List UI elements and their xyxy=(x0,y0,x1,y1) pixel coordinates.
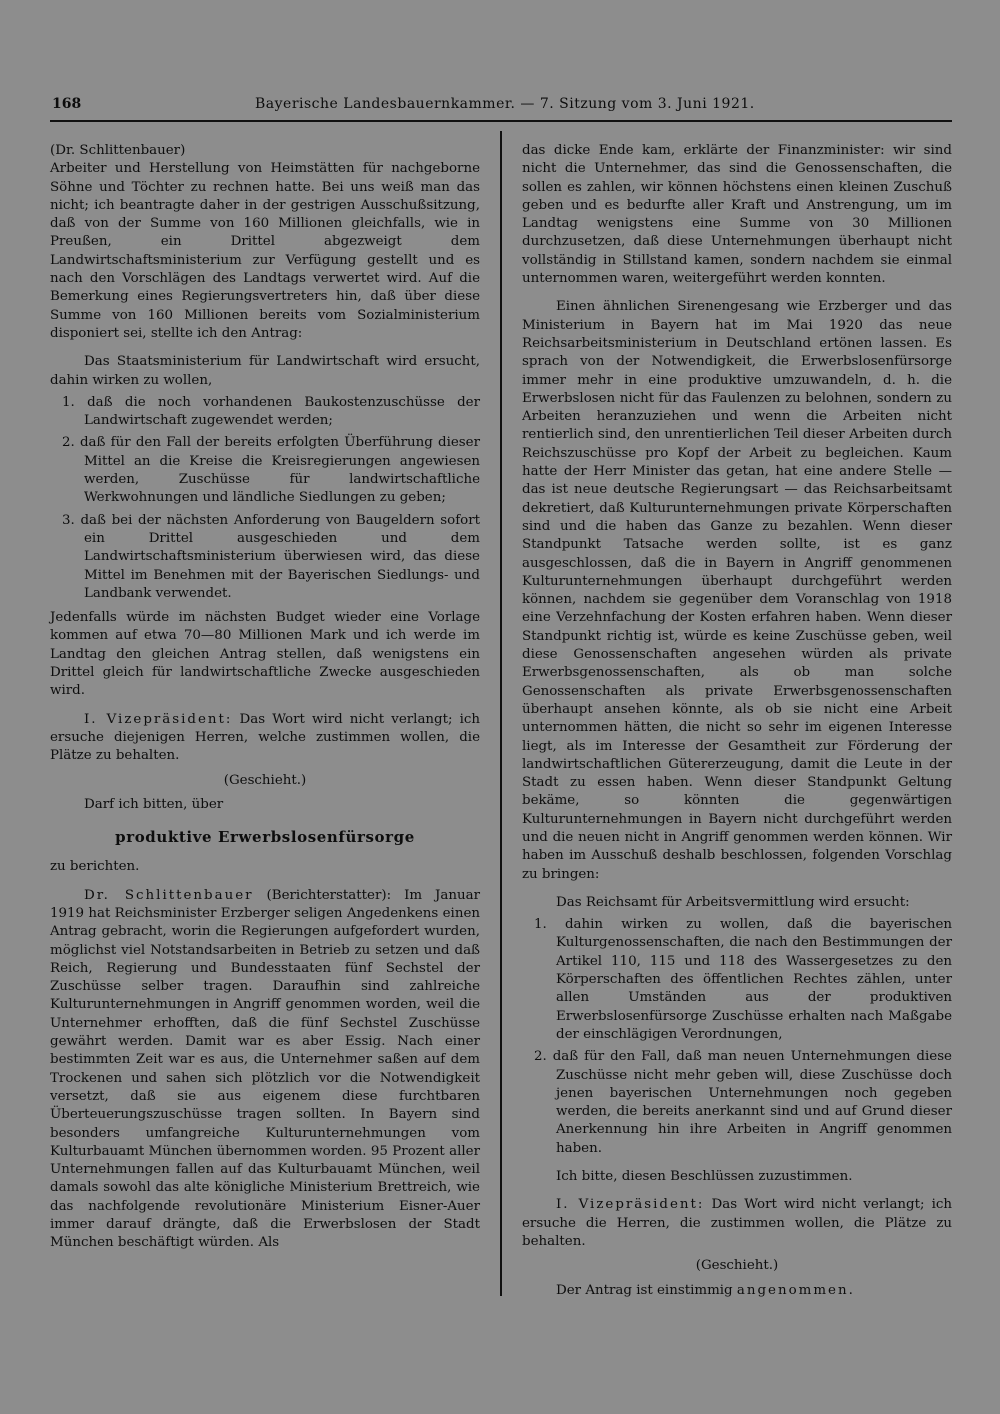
right-column xyxy=(522,142,952,1300)
list-item: 1. daß die noch vorhandenen Baukostenzuschüsse der Landwirtschaft zugewendet werden; xyxy=(62,394,480,429)
paragraph: Darf ich bitten, über xyxy=(84,796,224,812)
running-head: Bayerische Landesbauernkammer. — 7. Sitzung vom 3. Juni 1921. xyxy=(255,96,755,112)
statement-text: Das Wort wird nicht verlangt; ich ersuche diejenigen Herren, welche zustimmen wollen, die Plätze zu behalten. xyxy=(50,711,481,764)
left-column xyxy=(50,142,480,1253)
statement-text: Im Januar 1919 hat Reichsminister Erzberger seligen Angedenkens einen Antrag gebracht, worin die Regierungen aufgefordert wurden, möglichst viel Notstandsarbeiten in Betrieb zu setzen und daß Reich, Regierung und Bundesstaaten fünf Sechstel der Zuschüsse selber tragen. Daraufhin sind zahlreiche Kulturunternehmungen in Angriff genommen worden, weil die Unternehmer erhofften, daß die fünf Sechstel Zuschüsse gewährt werden. Damit war es aber Essig. Nach einer bestimmten Zeit war es aus, die Unternehmer saßen auf dem Trockenen und sahen sich plötzlich vor die Notwendigkeit versetzt, daß sie aus eigenem diese furchtbaren Überteuerungszuschüsse tragen sollten. In Bayern sind besonders umfangreiche Kulturunternehmungen vom Kulturbauamt München übernommen worden. 95 Prozent aller Unternehmungen fallen auf das Kulturbauamt München, weil damals sowohl das alte königliche Ministerium Brettreich, wie das nachfolgende revolutionäre Ministerium Eisner-Auer immer darauf drängte, daß die Erwerbslosen der Stadt München beschäftigt würden. Als xyxy=(50,887,481,1251)
speaker-name: I. Vizepräsident: xyxy=(556,1197,705,1213)
statement-text: Das Wort wird nicht verlangt; ich ersuche die Herren, die zustimmen wollen, die Plätze zu behalten. xyxy=(522,1197,953,1249)
header-rule xyxy=(50,120,952,122)
speaker-statement xyxy=(522,1196,952,1251)
speaker-reference: (Dr. Schlittenbauer) xyxy=(50,143,186,158)
paragraph: zu berichten. xyxy=(50,859,140,875)
topic-heading: produktive Erwerbslosenfürsorge xyxy=(115,828,415,847)
speaker-name: Dr. Schlittenbauer xyxy=(84,887,254,903)
stage-note: (Geschieht.) xyxy=(695,1258,779,1274)
motion-intro: Das Staatsministerium für Landwirtschaft wird ersucht, dahin wirken zu wollen, xyxy=(50,354,480,388)
speaker-statement xyxy=(50,711,480,766)
paragraph: Einen ähnlichen Sirenengesang wie Erzberger und das Ministerium in Bayern hat im Mai 1920 das neue Reichsarbeitsministerium in Deutschland ertönen lassen. Es sprach von der Notwendigkeit, die Erwerbslosenfürsorge immer mehr in eine produktive umzuwandeln, d. h. die Erwerbslosen nicht für das Faulenzen zu belohnen, sondern zu Arbeiten heranzuziehen und wenn die Arbeiten nicht rentierlich sind, den unrentierlichen Teil dieser Arbeiten durch Reichszuschüsse pro Kopf der Arbeit zu begleichen. Kaum hatte der Herr Minister das getan, hat eine andere Stelle — das ist neue deutsche Regierungsart — das Reichsarbeitsamt dekretiert, daß Kulturunternehmungen private Körperschaften sind und die haben das Ganze zu bezahlen. Wenn dieser Standpunkt Tatsache werden sollte, ist es ganz ausgeschlossen, daß die in Bayern in Angriff genommenen Kulturunternehmungen überhaupt durchgeführt werden können, nachdem sie gegenüber dem Voranschlag von 1918 eine Verzehnfachung der Kosten erfahren haben. Wenn dieser Standpunkt richtig ist, würde es keine Zuschüsse geben, weil diese Genossenschaften angesehen würden als private Erwerbsgenossenschaften, als ob man solche Genossenschaften als private Erwerbsgenossenschaften überhaupt ansehen könnte, als ob sie nicht eine Arbeit unternommen hätten, die nicht so sehr im eigenen Interesse liegt, als im Interesse der Gesamtheit zur Förderung der landwirtschaftlichen Gütererzeugung, damit die Leute in der Stadt zu essen haben. Wenn dieser Standpunkt Geltung bekäme, so könnten die gegenwärtigen Kulturunternehmungen in Bayern nicht durchgeführt werden und die neuen nicht in Angriff genommen werden können. Wir haben im Ausschuß deshalb beschlossen, folgenden Vorschlag zu bringen: xyxy=(522,299,952,882)
stage-note: (Geschieht.) xyxy=(223,772,307,788)
list-item: 2. daß für den Fall, daß man neuen Unternehmungen diese Zuschüsse nicht mehr geben will, diese Zuschüsse doch jenen bayerischen Unternehmungen noch gegeben werden, die bereits anerkannt sind und auf Grund dieser Anerkennung hin ihre Arbeiten in Angriff genommen haben. xyxy=(534,1049,952,1156)
result-word: angenommen. xyxy=(736,1282,855,1298)
speaker-statement xyxy=(50,887,480,1253)
paragraph: Arbeiter und Herstellung von Heimstätten für nachgeborne Söhne und Töchter zu rechnen hatte. Bei uns weiß man das nicht; ich beantragte daher in der gestrigen Ausschußsitzung, daß von der Summe von 160 Millionen gleichfalls, wie in Preußen, ein Drittel abgezweigt dem Landwirtschaftsministerium zur Verfügung gestellt und es nach den Vorschlägen des Landtags verwertet wird. Auf die Bemerkung eines Regierungsvertreters hin, daß über diese Summe von 160 Millionen bereits vom Sozialministerium disponiert sei, stellte ich den Antrag: xyxy=(50,161,480,341)
result-text: Der Antrag ist einstimmig xyxy=(556,1282,737,1298)
list-item: 3. daß bei der nächsten Anforderung von Baugeldern sofort ein Drittel ausgeschieden und dem Landwirtschaftsministerium überwiesen wird, das diese Mittel im Benehmen mit der Bayerischen Siedlungs- und Landbank verwendet. xyxy=(62,512,480,601)
column-divider xyxy=(500,131,502,1296)
paragraph: das dicke Ende kam, erklärte der Finanzminister: wir sind nicht die Unternehmer, das sind die Genossenschaften, die sollen es zahlen, wir können höchstens einen kleinen Zuschuß geben und es bedurfte aller Kraft und Anstrengung, um im Landtag wenigstens eine Summe von 30 Millionen durchzusetzen, daß diese Unternehmungen überhaupt nicht vollständig in Stillstand kamen, sondern nachdem sie einmal unternommen waren, weitergeführt werden konnten. xyxy=(522,143,952,287)
motion-intro: Das Reichsamt für Arbeitsvermittlung wird ersucht: xyxy=(556,894,910,910)
paragraph: Ich bitte, diesen Beschlüssen zuzustimmen. xyxy=(556,1169,853,1185)
result-statement xyxy=(522,1282,952,1300)
page-number: 168 xyxy=(52,96,82,112)
list-item: 1. dahin wirken zu wollen, daß die bayerischen Kulturgenossenschaften, die nach den Bestimmungen der Artikel 110, 115 und 118 des Wassergesetzes zu den Körperschaften des öffentlichen Rechtes zählen, unter allen Umständen aus der produktiven Erwerbslosenfürsorge Zuschüsse erhalten nach Maßgabe der einschlägigen Verordnungen, xyxy=(534,917,952,1042)
speaker-name: I. Vizepräsident: xyxy=(84,711,233,727)
speaker-role: (Berichterstatter): xyxy=(253,887,405,903)
paragraph: Jedenfalls würde im nächsten Budget wieder eine Vorlage kommen auf etwa 70—80 Millionen Mark und ich werde im Landtag den gleichen Antrag stellen, daß wenigstens ein Drittel gleich für landwirtschaftliche Zwecke ausgeschieden wird. xyxy=(50,610,480,699)
list-item: 2. daß für den Fall der bereits erfolgten Überführung dieser Mittel an die Kreise die Kreisregierungen angewiesen werden, Zuschüsse für landwirtschaftliche Werkwohnungen und ländliche Siedlungen zu geben; xyxy=(62,435,480,506)
